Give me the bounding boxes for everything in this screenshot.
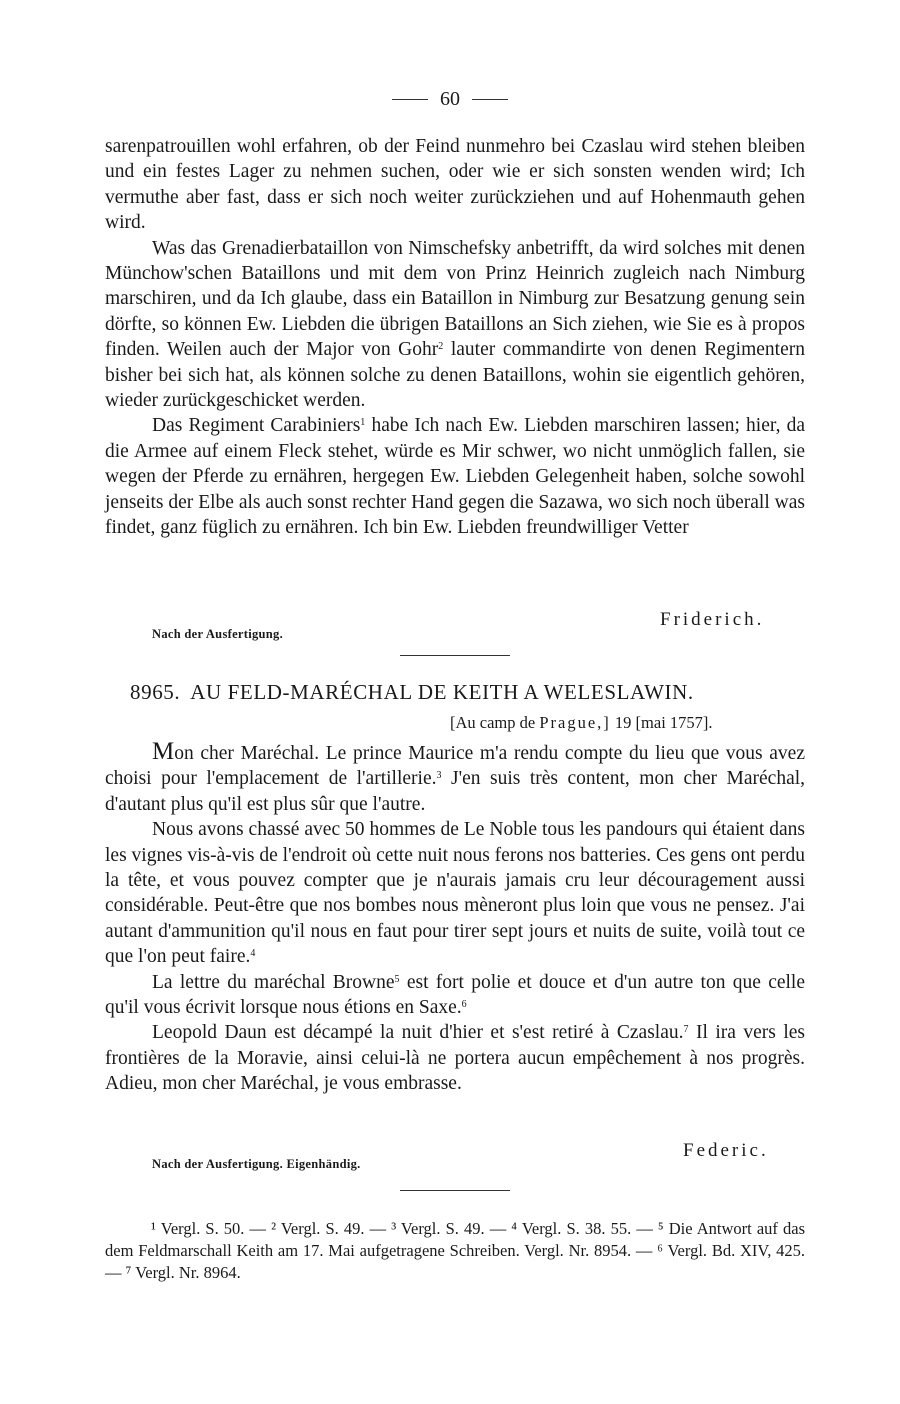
- paragraph: Nous avons chassé avec 50 hommes de Le Noble tous les pandours qui étaient dans les vignes vis-à-vis de l'endroit où cette nuit nous ferons nos batteries. Ces gens ont perdu la tête, et vous pouvez compter que je n'aurais jamais cru leur découragement aussi considérable. Peut-être que nos bombes nous mèneront plus loin que vous ne pensez. J'ai autant d'ammunition qu'il nous en faut pour tirer sept jours et nuits de suite, voilà tout ce que l'on peut faire.$^4$: [105, 819, 805, 968]
- footnote-mark: 5: [394, 973, 400, 985]
- date-place: Prague,]: [539, 713, 611, 732]
- dateline: [Au camp de Prague,] 19 [mai 1757].: [450, 713, 713, 732]
- footnote-mark: 6: [461, 999, 467, 1011]
- footnote-mark: ¹: [151, 1219, 156, 1238]
- page-number-dash-left: [392, 99, 428, 100]
- footnote-mark: 1: [360, 417, 366, 429]
- footnote-mark: 3: [436, 770, 442, 782]
- paragraph: Mon cher Maréchal. Le prince Maurice m'a rendu compte du lieu que vous avez choisi pour l'emplacement de l'artillerie.$^3$ J'en suis très content, mon cher Maréchal, d'autant plus qu'il est plus sûr que l'autre.: [105, 738, 806, 815]
- signature-friderich: Friderich.: [660, 609, 765, 630]
- paragraph: Leopold Daun est décampé la nuit d'hier et s'est retiré à Czaslau.$^7$ Il ira vers les frontières de la Moravie, ainsi celui-là ne portera aucun empêchement à nos progrès. Adieu, mon cher Maréchal, je vous embrasse.: [105, 1022, 805, 1095]
- footnote-mark: 4: [250, 948, 256, 960]
- paragraph: Das Regiment Carabiniers$^1$ habe Ich nach Ew. Liebden marschiren lassen; hier, da die Armee auf einem Fleck stehet, würde es Mir schwer, wo nicht unmöglich fallen, sie wegen der Pferde zu ernähren, hergegen Ew. Liebden Gelegenheit haben, solche sowohl jenseits der Elbe als auch sonst rechter Hand gegen die Sazawa, wo sich noch überall was findet, ganz füglich zu ernähren. Ich bin Ew. Liebden freundwilliger Vetter: [105, 415, 806, 539]
- footnotes: [105, 1218, 805, 1284]
- source-note: Nach der Ausfertigung. Eigenhändig.: [152, 1157, 361, 1171]
- page-number-text: 60: [440, 88, 460, 110]
- paragraph: La lettre du maréchal Browne$^5$ est fort polie et douce et d'un autre ton que celle qu'il vous écrivit lorsque nous étions en Saxe.$^6$: [105, 971, 806, 1019]
- letter-heading: [130, 680, 790, 705]
- page-number-dash-right: [472, 99, 508, 100]
- letter-8964-body: [105, 134, 805, 541]
- footnote-line: ¹ Vergl. S. 50. — ² Vergl. S. 49. — ³ Vergl. S. 49. — ⁴ Vergl. S. 38. 55. — ⁵ Die Antwort auf das dem Feldmarschall Keith am 17. Mai aufgetragene Schreiben. Vergl. Nr. 8954. — ⁶ Vergl. Bd. XIV, 425. — ⁷ Vergl. Nr. 8964.: [105, 1219, 805, 1282]
- footnote-mark: 2: [438, 341, 444, 353]
- initial-capital: M: [152, 738, 175, 765]
- letter-title: AU FELD-MARÉCHAL DE KEITH A WELESLAWIN.: [190, 680, 694, 704]
- footnote-divider: [400, 1190, 510, 1191]
- signature-federic: Federic.: [683, 1140, 769, 1161]
- page-number: [0, 88, 900, 111]
- section-divider: [400, 655, 510, 656]
- paragraph: sarenpatrouillen wohl erfahren, ob der Feind nunmehro bei Czaslau wird stehen bleiben und ein festes Lager zu nehmen suchen, oder wie er sich sonsten wenden wird; Ich vermuthe aber fast, dass er sich noch weiter zurückziehen und auf Hohenmauth gehen wird.: [105, 136, 805, 234]
- letter-number: 8965.: [130, 680, 181, 704]
- source-note: Nach der Ausfertigung.: [152, 627, 284, 641]
- paragraph: Was das Grenadierbataillon von Nimschefsky anbetrifft, da wird solches mit denen Münchow'schen Bataillons und mit dem von Prinz Heinrich zugleich nach Nimburg marschiren, und da Ich glaube, dass ein Bataillon in Nimburg zur Besatzung genung sein dörfte, so können Ew. Liebden die übrigen Bataillons an Sich ziehen, wie Sie es à propos finden. Weilen auch der Major von Gohr$^2$ lauter commandirte von denen Regimentern bisher bei sich hat, als können solche zu denen Bataillons, wohin sie eigentlich gehören, wieder zurückgeschicket werden.: [105, 237, 805, 412]
- letter-8965-body: [105, 739, 805, 1097]
- footnote-mark: 7: [683, 1024, 689, 1036]
